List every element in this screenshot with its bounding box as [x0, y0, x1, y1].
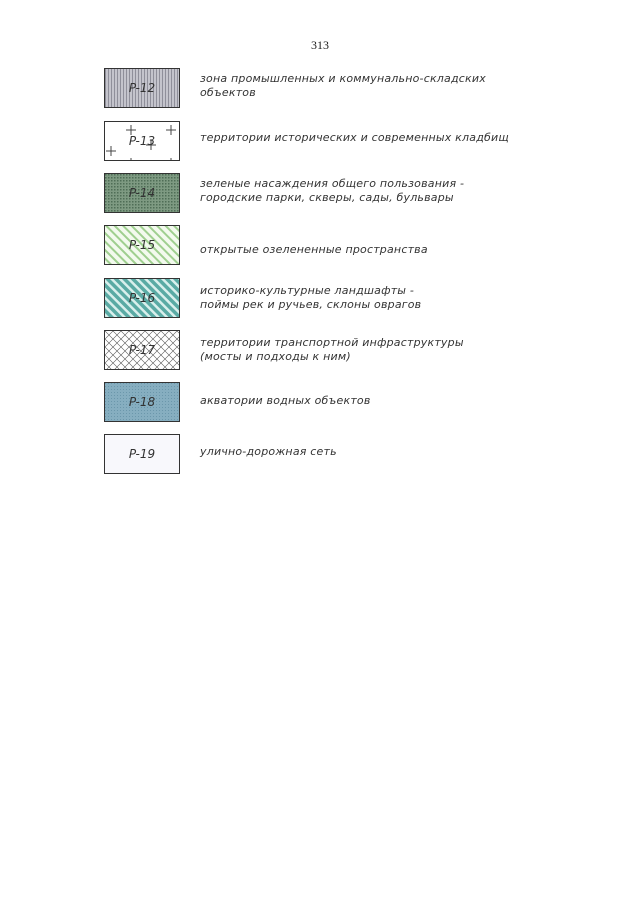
description-line: территории исторических и современных кладбищ	[200, 131, 509, 144]
code-label: P-18	[128, 395, 156, 409]
description-line: зона промышленных и коммунально-складских	[200, 72, 486, 85]
code-label: P-15	[128, 238, 156, 252]
swatch-p13	[104, 121, 180, 161]
description-line: открытые озелененные пространства	[200, 243, 428, 256]
description-line: историко-культурные ландшафты -	[200, 284, 415, 297]
legend-item-p16	[104, 278, 544, 320]
legend-item-p13	[104, 121, 544, 163]
swatch-p16	[104, 278, 180, 318]
legend-item-p15	[104, 225, 544, 267]
legend-description	[200, 243, 520, 257]
legend-description	[200, 177, 520, 205]
legend-item-p17	[104, 330, 544, 372]
description-line: улично-дорожная сеть	[200, 445, 337, 458]
swatch-p14	[104, 173, 180, 213]
description-line: объектов	[200, 86, 256, 99]
legend-item-p18	[104, 382, 544, 424]
code-label: P-16	[128, 291, 156, 305]
description-line: зеленые насаждения общего пользования -	[200, 177, 465, 190]
code-label: P-14	[128, 186, 156, 200]
code-label: P-17	[128, 343, 156, 357]
swatch-p18	[104, 382, 180, 422]
description-line: территории транспортной инфраструктуры	[200, 336, 464, 349]
legend-description	[200, 131, 520, 145]
legend-description	[200, 445, 520, 459]
description-line: поймы рек и ручьев, склоны оврагов	[200, 298, 422, 311]
code-label: P-19	[128, 447, 156, 461]
swatch-p17	[104, 330, 180, 370]
page-number: 313	[311, 38, 329, 52]
code-label: P-12	[128, 81, 156, 95]
description-line: акватории водных объектов	[200, 394, 371, 407]
swatch-p15	[104, 225, 180, 265]
legend-description	[200, 72, 520, 100]
swatch-p12	[104, 68, 180, 108]
legend-description	[200, 336, 520, 364]
legend-description	[200, 284, 520, 312]
description-line: (мосты и подходы к ним)	[200, 350, 351, 363]
legend-item-p12	[104, 68, 544, 110]
legend-item-p14	[104, 173, 544, 215]
description-line: городские парки, скверы, сады, бульвары	[200, 191, 454, 204]
legend-description	[200, 394, 520, 408]
code-label: P-13	[128, 134, 156, 148]
swatch-p19	[104, 434, 180, 474]
legend-item-p19	[104, 434, 544, 476]
